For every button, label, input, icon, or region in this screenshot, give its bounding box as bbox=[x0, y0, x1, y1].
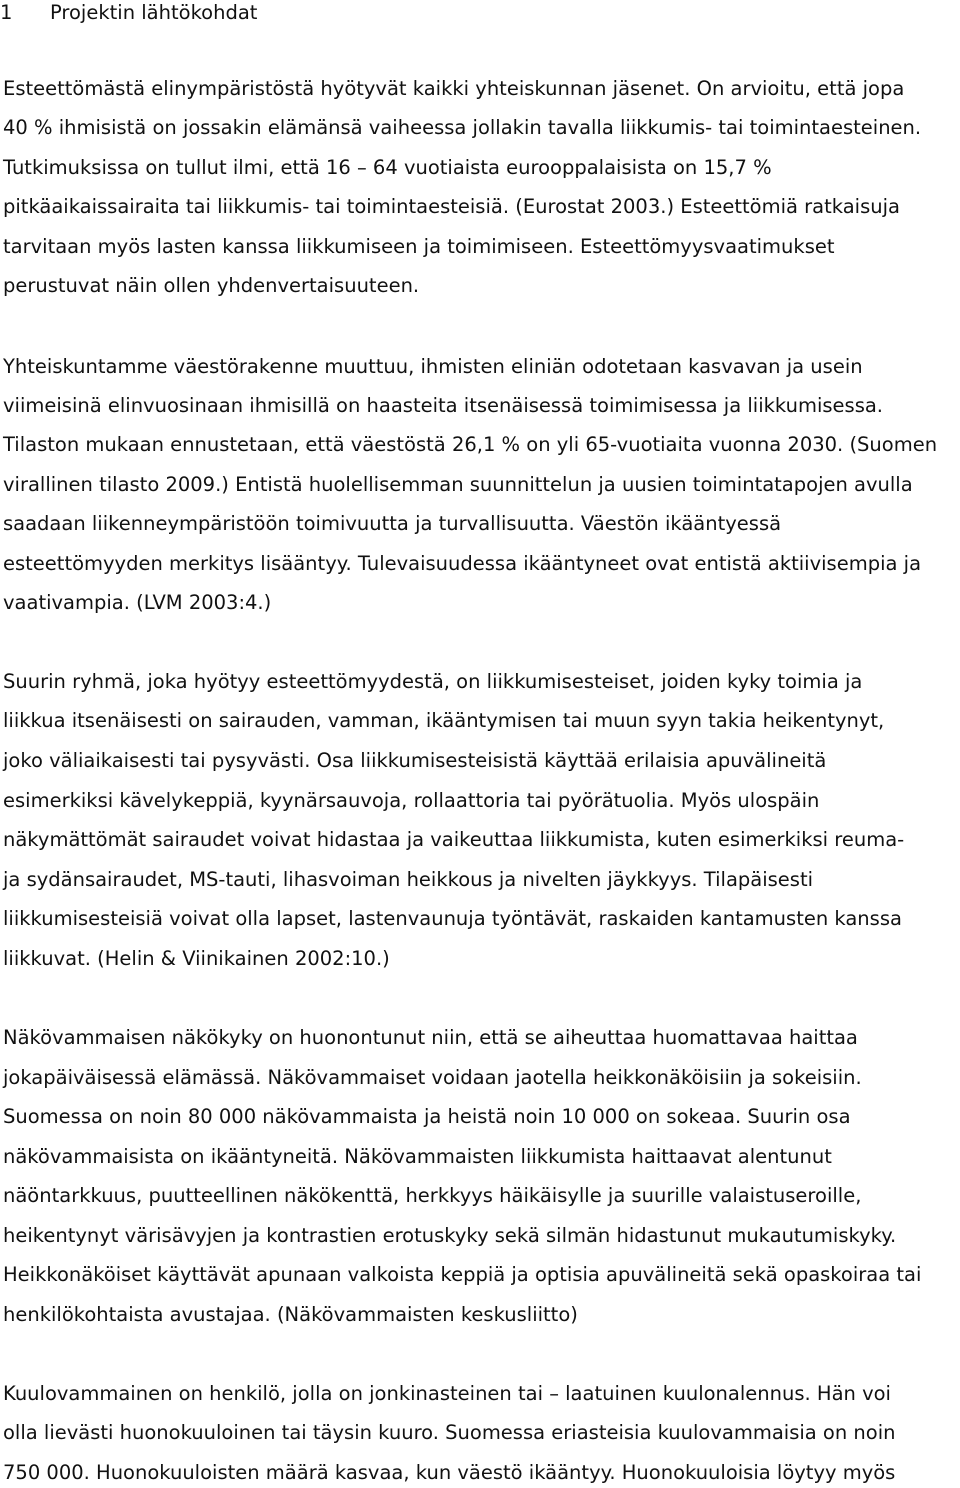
text-line: näkymättömät sairaudet voivat hidastaa ja vaikeuttaa liikkumista, kuten esimerkiksi reuma- bbox=[3, 828, 905, 851]
text-line: joko väliaikaisesti tai pysyvästi. Osa liikkumisesteisistä käyttää erilaisia apuvälineitä bbox=[3, 749, 827, 772]
text-line: Yhteiskuntamme väestörakenne muuttuu, ihmisten eliniän odotetaan kasvavan ja usein bbox=[3, 355, 863, 378]
text-line: 750 000. Huonokuuloisten määrä kasvaa, kun väestö ikääntyy. Huonokuuloisia löytyy myös bbox=[3, 1461, 896, 1484]
text-line: Esteettömästä elinympäristöstä hyötyvät kaikki yhteiskunnan jäsenet. On arvioitu, että jopa bbox=[3, 77, 905, 100]
text-line: Tutkimuksissa on tullut ilmi, että 16 – 64 vuotiaista eurooppalaisista on 15,7 % bbox=[3, 156, 772, 179]
text-line: esteettömyyden merkitys lisääntyy. Tulevaisuudessa ikääntyneet ovat entistä aktiivisempia ja bbox=[3, 552, 922, 575]
text-line: pitkäaikaissairaita tai liikkumis- tai toimintaesteisiä. (Eurostat 2003.) Esteettömiä ratkaisuja bbox=[3, 195, 900, 218]
text-line: Suomessa on noin 80 000 näkövammaista ja heistä noin 10 000 on sokeaa. Suurin osa bbox=[3, 1105, 851, 1128]
text-line: tarvitaan myös lasten kanssa liikkumiseen ja toimimiseen. Esteettömyysvaatimukset bbox=[3, 235, 835, 258]
text-line: näkövammaisista on ikääntyneitä. Näkövammaisten liikkumista haittaavat alentunut bbox=[3, 1145, 832, 1168]
text-line: Heikkonäköiset käyttävät apunaan valkoista keppiä ja optisia apuvälineitä sekä opaskoiraa tai bbox=[3, 1263, 922, 1286]
text-line: henkilökohtaista avustajaa. (Näkövammaisten keskusliitto) bbox=[3, 1303, 578, 1326]
text-line: Tilaston mukaan ennustetaan, että väestöstä 26,1 % on yli 65-vuotiaita vuonna 2030. (Suomen bbox=[3, 433, 938, 456]
section-heading bbox=[0, 0, 257, 26]
text-line: esimerkiksi kävelykeppiä, kyynärsauvoja, rollaattoria tai pyörätuolia. Myös ulospäin bbox=[3, 789, 820, 812]
text-line: Kuulovammainen on henkilö, jolla on jonkinasteinen tai – laatuinen kuulonalennus. Hän voi bbox=[3, 1382, 891, 1405]
text-line: liikkumisesteisiä voivat olla lapset, lastenvaunuja työntävät, raskaiden kantamusten kanssa bbox=[3, 907, 902, 930]
text-line: viimeisinä elinvuosinaan ihmisillä on haasteita itsenäisessä toimimisessa ja liikkumisessa. bbox=[3, 394, 884, 417]
text-line: saadaan liikenneympäristöön toimivuutta ja turvallisuutta. Väestön ikääntyessä bbox=[3, 512, 782, 535]
text-line: 40 % ihmisistä on jossakin elämänsä vaiheessa jollakin tavalla liikkumis- tai toimintaesteinen. bbox=[3, 116, 922, 139]
text-line: vaativampia. (LVM 2003:4.) bbox=[3, 591, 272, 614]
text-line: ja sydänsairaudet, MS-tauti, lihasvoiman heikkous ja nivelten jäykkyys. Tilapäisesti bbox=[3, 868, 814, 891]
section-title: Projektin lähtökohdat bbox=[50, 1, 258, 24]
text-line: Näkövammaisen näkökyky on huonontunut niin, että se aiheuttaa huomattavaa haittaa bbox=[3, 1026, 858, 1049]
section-number: 1 bbox=[0, 1, 13, 24]
text-line: heikentynyt värisävyjen ja kontrastien erotuskyky sekä silmän hidastunut mukautumiskyky. bbox=[3, 1224, 897, 1247]
text-line: näöntarkkuus, puutteellinen näkökenttä, herkkyys häikäisylle ja suurille valaistuseroille, bbox=[3, 1184, 862, 1207]
text-line: liikkua itsenäisesti on sairauden, vamman, ikääntymisen tai muun syyn takia heikentynyt, bbox=[3, 709, 885, 732]
text-line: virallinen tilasto 2009.) Entistä huolellisemman suunnittelun ja uusien toimintatapojen avulla bbox=[3, 473, 913, 496]
text-line: perustuvat näin ollen yhdenvertaisuuteen. bbox=[3, 274, 420, 297]
text-line: olla lievästi huonokuuloinen tai täysin kuuro. Suomessa eriasteisia kuulovammaisia on noin bbox=[3, 1421, 896, 1444]
text-line: Suurin ryhmä, joka hyötyy esteettömyydestä, on liikkumisesteiset, joiden kyky toimia ja bbox=[3, 670, 863, 693]
text-line: liikkuvat. (Helin & Viinikainen 2002:10.) bbox=[3, 947, 390, 970]
text-line: jokapäiväisessä elämässä. Näkövammaiset voidaan jaotella heikkonäköisiin ja sokeisiin. bbox=[3, 1066, 862, 1089]
